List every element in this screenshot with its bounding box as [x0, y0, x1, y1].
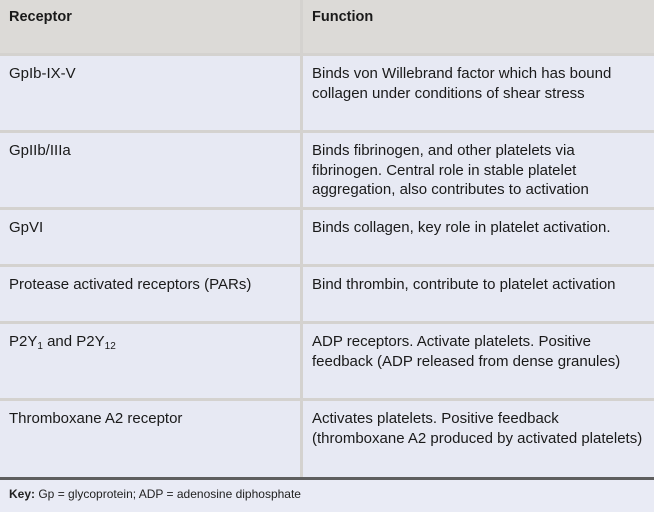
table-row-receptor [0, 324, 303, 401]
table-row-receptor: GpVI [0, 210, 303, 267]
key-label: Key: [9, 487, 36, 501]
key-text: Gp = glycoprotein; ADP = adenosine diphosphate [35, 487, 301, 501]
table-row-receptor: GpIb-IX-V [0, 56, 303, 133]
table-row-receptor: Thromboxane A2 receptor [0, 401, 303, 477]
receptor-part: P2Y [9, 333, 38, 350]
table-row-function: Binds fibrinogen, and other platelets via fibrinogen. Central role in stable platelet aggregation, also contributes to activation [303, 133, 654, 210]
table-row-function: Bind thrombin, contribute to platelet activation [303, 267, 654, 324]
table-row-receptor: Protease activated receptors (PARs) [0, 267, 303, 324]
table-row-function: Binds von Willebrand factor which has bound collagen under conditions of shear stress [303, 56, 654, 133]
table-row-function: ADP receptors. Activate platelets. Positive feedback (ADP released from dense granules) [303, 324, 654, 401]
receptor-subscript: 1 [37, 341, 43, 352]
table-key-footer [0, 477, 654, 512]
table-row-function: Binds collagen, key role in platelet activation. [303, 210, 654, 267]
receptor-subscript: 12 [104, 341, 116, 352]
table-row-function: Activates platelets. Positive feedback (thromboxane A2 produced by activated platelets) [303, 401, 654, 477]
receptor-part: and P2Y [42, 333, 105, 350]
table-row-receptor: GpIIb/IIIa [0, 133, 303, 210]
header-receptor: Receptor [0, 0, 303, 56]
header-function: Function [303, 0, 654, 56]
